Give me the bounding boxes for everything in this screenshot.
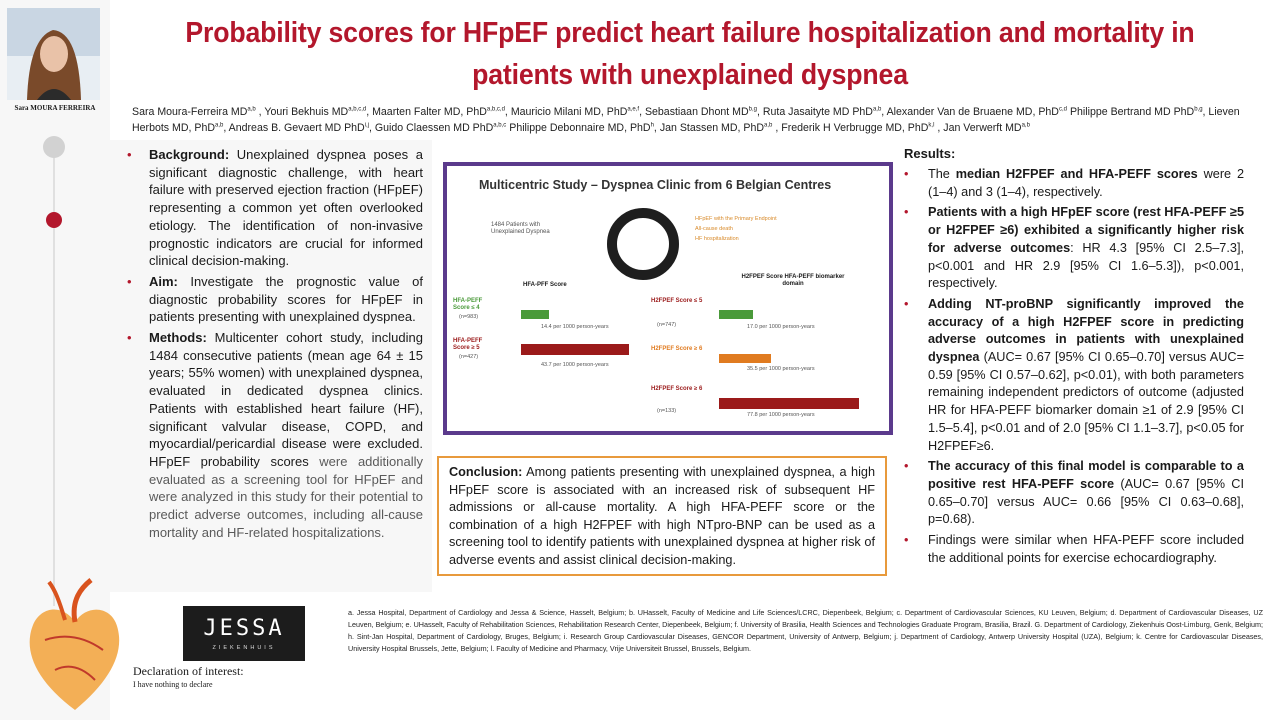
result-item-4 [902,458,1244,529]
author-affiliation-sup: a,b [764,122,773,129]
left-row-1-rate: 14.4 per 1000 person-years [541,324,609,330]
author-name: Alexander Van de Bruaene MD, PhD [886,106,1059,118]
background-item [125,146,423,270]
result-4-bold: The accuracy of this final model is comparable to a positive rest HFA-PEFF score [928,459,1244,491]
author-affiliation-sup: a,e,f [627,106,640,113]
methods-label: Methods: [149,330,207,346]
logo-main-text: JESSA [203,616,285,641]
left-row-2-n: (n=427) [459,354,479,360]
author-name: Sara Moura-Ferreira MD [132,106,248,118]
author-name: Mauricio Milani MD, PhD [510,106,628,118]
background-label: Background: [149,147,230,162]
col2-header: H2FPEF Score HFA-PEFF biomarker domain [741,274,845,287]
author-name: Andreas B. Gevaert MD PhD [228,122,365,134]
author-name: Youri Bekhuis MD [264,106,349,118]
author-name: Maarten Falter MD, PhD [372,106,487,118]
author-affiliation-sup: b,g [748,106,757,113]
result-4-text: (AUC= 0.67 [95% CI 0.65–0.70] versus AUC= 0.66 [95% CI 0.63–0.68], p=0.68). [928,476,1244,527]
left-row-2-label: HFA-PEFF Score ≥ 5 [453,338,483,351]
author-separator: , [934,122,944,134]
author-photo [7,8,100,100]
right-row-2-label: H2FPEF Score ≥ 6 [651,346,703,352]
right-row-2-bar [719,354,771,363]
methods-text: Multicenter cohort study, including 1484 consecutive patients (mean age 64 ± 15 years; 55% women) with unexplained dyspnea, evaluated in dedicated dyspnea clinics. Patients with established heart failure (HF), significant valvular disease, COPD, and myocardial/pericardial disease were excluded. HFpEF probability scores [149,330,423,469]
author-affiliation-sup: a,b [247,106,256,113]
author-name: Jan Verwerft MD [943,122,1022,134]
result-5-text: Findings were similar when HFA-PEFF score included the additional points for exercise echocardiography. [928,533,1244,565]
central-figure [443,162,893,435]
right-row-1-label: H2FPEF Score ≤ 5 [651,298,703,304]
right-row-1-rate: 17.0 per 1000 person-years [747,324,815,330]
logo-sub-text: ZIEKENHUIS [212,645,276,651]
right-row-3-n: (n=133) [657,408,677,414]
declaration-title: Declaration of interest: [133,664,244,678]
right-row-3-bar [719,398,859,409]
conclusion-label: Conclusion: [449,465,523,479]
portrait-image [7,8,100,100]
author-name: Sebastiaan Dhont MD [644,106,749,118]
aim-item [125,273,423,326]
timeline-dot-red [46,212,62,228]
results-list [902,166,1244,570]
author-affiliation-sup: i,j [364,122,370,129]
left-row-1-label: HFA-PEFF Score ≤ 4 [453,298,483,311]
author-separator: , [772,122,782,134]
author-separator: , [756,106,763,118]
results-title: Results: [904,146,956,161]
poster-title: Probability scores for HFpEF predict heart failure hospitalization and mortality in patients with unexplained dyspnea [185,17,1195,91]
author-name: Philippe Debonnaire MD, PhD [509,122,651,134]
author-name: Lieven Herbots MD, PhD [132,106,1240,134]
author-affiliation-sup: h [650,122,654,129]
author-affiliation-sup: a,b,c,d [348,106,367,113]
result-item-2 [902,204,1244,293]
result-item-3 [902,296,1244,455]
left-row-2-rate: 43.7 per 1000 person-years [541,362,609,368]
author-affiliation-sup: a,b [872,106,882,113]
author-affiliation-sup: a,b,c,d [486,106,505,113]
author-affiliation-sup: b,g [1194,106,1203,113]
conclusion-text: Among patients presenting with unexplained dyspnea, a high HFpEF score is associated with an increased risk of subsequent HF admissions or all-cause mortality. A high HFA-PEFF score or the combination of a high H2FPEF with high NTpro-BNP can be used as a screening tool to identify patients with unexplained dyspnea at higher risk of adverse events and assist clinical decision-making. [449,465,875,567]
author-name: Frederik H Verbrugge MD, PhD [781,122,929,134]
result-1-intro: The [928,167,956,181]
author-separator: , [223,122,229,134]
result-2-text: : HR 4.3 [95% CI 2.5–7.3], p<0.001 and HR 2.9 [95% CI 1.6–5.3]), p<0.001, respectively. [928,240,1244,291]
declaration-text: I have nothing to declare [133,680,213,689]
author-separator: , [255,106,265,118]
result-item-1 [902,166,1244,201]
affiliations: a. Jessa Hospital, Department of Cardiology and Jessa & Science, Hasselt, Belgium; b. UHasselt, Faculty of Medicine and Life Sciences/LCRC, Diepenbeek, Belgium; c. Department of Cardiovascular Sciences, KU Leuven, Belgium; d. Department of Cardiovascular Diseases, UZ Leuven, Belgium; e. UHasselt, Faculty of Rehabilitation Sciences, Rehabilitation Research Center, Diepenbeek, Belgium; f. University of Brasilia, Health Sciences and Technologies Graduate Program, Brasilia, Brazil. G. Department of Cardiology, Ziekenhuis Oost-Limburg, Genk, Belgium; h. Sint-Jan Hospital, Department of Cardiology, Bruges, Belgium; i. Research Group Cardiovascular Diseases, GENCOR Department, University of Antwerp, Belgium; j. Department of Cardiology, Antwerp University Hospital (UZA), Belgium; k. Centre for Cardiovascular Diseases, University Hospital Brussels, Jette, Belgium; l. Faculty of Medicine and Pharmacy, Vrije Universiteit Brussel, Brussels, Belgium. [348,608,1263,653]
left-row-1-bar [521,310,549,319]
result-2-bold: Patients with a high HFpEF score (rest HFA-PEFF ≥5 or H2FPEF ≥6) exhibited a significantly higher risk for adverse outcomes [928,205,1244,255]
aim-label: Aim: [149,273,178,289]
figure-patients-label: 1484 Patients with Unexplained Dyspnea [491,222,550,235]
left-row-2-bar [521,344,629,355]
author-name: Ruta Jasaityte MD PhD [762,106,873,118]
col1-header: HFA-PFF Score [523,282,567,288]
aim-text: Investigate the prognostic value of diagnostic probability scores for HFpEF in patients presenting with unexplained dyspnea. [149,273,423,325]
figure-title: Multicentric Study – Dyspnea Clinic from 6 Belgian Centres [479,178,832,192]
left-row-1-n: (n=983) [459,314,479,320]
jessa-logo [183,606,305,661]
legend-item-2: All-cause death [695,226,733,232]
legend-item-3: HF hospitalization [695,236,739,242]
author-separator: , [639,106,645,118]
result-3-text: (AUC= 0.67 [95% CI 0.65–0.70] versus AUC= 0.59 [95% CI 0.57–0.62], p<0.01), with both parameters remaining independent predictors of outcome (adjusted HR for HFA-PEFF biomarker domain ≥1 of 2.9 [95% CI 1.5–5.4], p<0.01 and of 2.0 [95% CI 1.1–3.7], p<0.05 for H2FPEF≥6. [928,350,1244,453]
author-separator: , [369,122,375,134]
author-affiliation-sup: a,b,c [493,122,507,129]
legend-item-1: HFpEF with the Primary Endpoint [695,216,777,222]
right-row-2-rate: 35.5 per 1000 person-years [747,366,815,372]
author-affiliation-sup: a,b [1021,122,1030,129]
author-separator: , [366,106,373,118]
right-row-1-bar [719,310,753,319]
heart-illustration [15,570,135,720]
author-list [132,104,1252,136]
result-3-bold: Adding NT-proBNP significantly improved the accuracy of a high H2FPEF score in predicting adverse outcomes in patients with unexplained dyspnea [928,296,1244,365]
author-affiliation-sup: a,b [215,122,224,129]
author-separator: , [881,106,887,118]
timeline-dot-grey [43,136,65,158]
author-separator: , [653,122,660,134]
intro-list [125,146,423,544]
right-row-1-n: (n=747) [657,322,677,328]
conclusion-box [437,456,887,576]
methods-item [125,329,423,541]
methods-text-continued: were additionally evaluated as a screening tool for HFpEF and were analyzed in this study for their potential to predict adverse outcomes, including all-cause mortality and HF-related hospitalizations. [149,453,423,540]
result-1-bold: median H2FPEF and HFA-PEFF scores [955,167,1198,181]
author-affiliation-sup: c,d [1058,106,1067,113]
author-separator: , [1202,106,1209,118]
result-item-5 [902,532,1244,567]
author-name: Jan Stassen MD, PhD [659,122,765,134]
right-row-3-rate: 77.8 per 1000 person-years [747,412,815,418]
right-row-3-label: H2FPEF Score ≥ 6 [651,386,703,392]
background-text: Unexplained dyspnea poses a significant diagnostic challenge, with heart failure with preserved ejection fraction (HFpEF) representing a common yet often overlooked etiology. The identification of non-invasive prognostic indicators are crucial for informed clinical decision-making. [149,147,423,269]
author-affiliation-sup: k,l [928,122,935,129]
author-label: Sara MOURA FERREIRA [14,104,96,112]
author-separator: , [504,106,511,118]
result-1-text: were 2 (1–4) and 3 (1–4), respectively. [928,167,1245,199]
author-name: Guido Claessen MD PhD [374,122,494,134]
donut-ring-graphic [607,208,679,280]
author-name: Philippe Bertrand MD PhD [1069,106,1195,118]
